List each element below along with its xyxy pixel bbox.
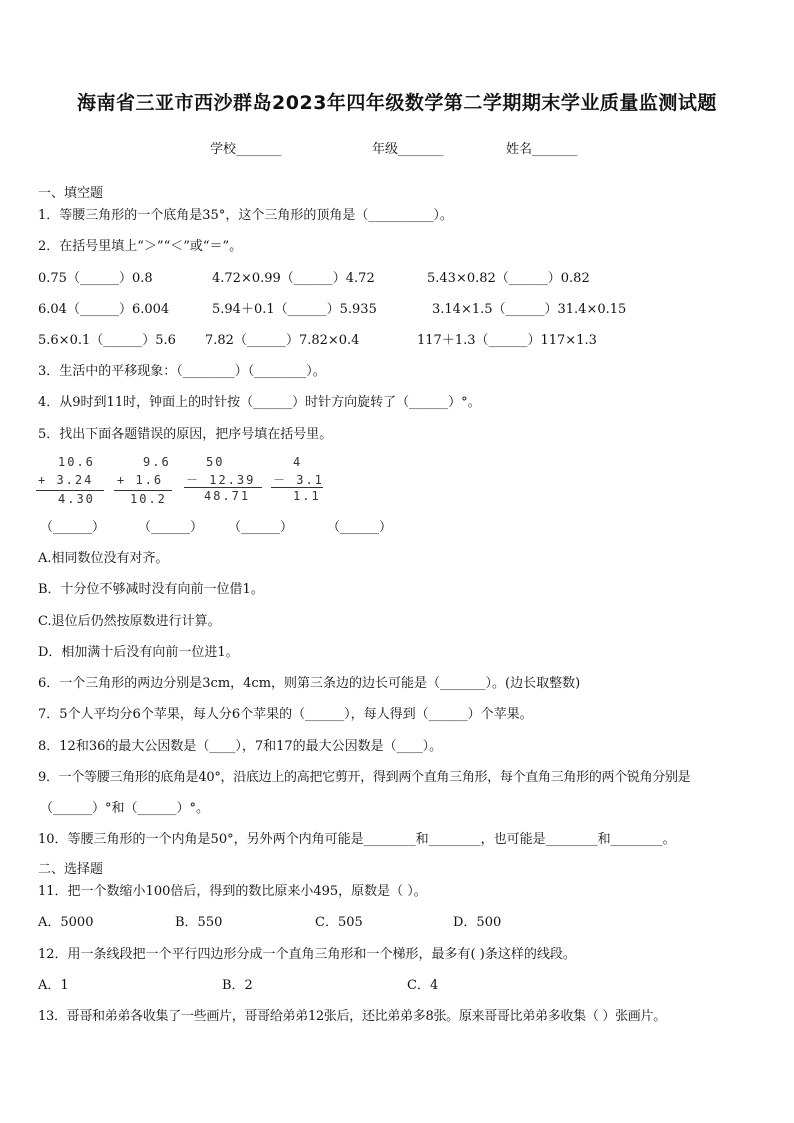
calc-top: 50 [206,455,225,469]
compare-item: 5.43×0.82（______）0.82 [427,271,590,286]
calc-result: 48.71 [204,489,251,503]
page-title: 海南省三亚市西沙群岛2023年四年级数学第二学期期末学业质量监测试题 [77,92,717,114]
answer-blank: （______） [138,520,204,535]
option: A．1 [38,978,69,993]
name-field: 姓名_______ [506,142,578,157]
question-13: 13．哥哥和弟弟各收集了一些画片，哥哥给弟弟12张后，还比弟弟多8张。原来哥哥比弟弟多收集（ ）张画片。 [38,1009,666,1024]
option: B．550 [175,915,223,930]
compare-item: 0.75（______）0.8 [38,271,153,286]
reason-d: D．相加满十后没有向前一位进1。 [38,645,239,660]
compare-item: 3.14×1.5（______）31.4×0.15 [432,302,627,317]
question-6: 6．一个三角形的两边分别是3cm，4cm，则第三条边的边长可能是（_______）。(边长取整数) [38,676,581,691]
calc-result: 4.30 [58,492,95,506]
question-4: 4．从9时到11时，钟面上的时针按（______）时针方向旋转了（______）°。 [38,395,481,410]
question-11: 11．把一个数缩小100倍后，得到的数比原来小495，原数是（ ）。 [38,884,427,899]
question-9-continued: （______）°和（______）°。 [40,801,210,816]
answer-blank: （______） [327,520,393,535]
question-5: 5．找出下面各题错误的原因，把序号填在括号里。 [38,427,333,442]
calc-top: 9.6 [143,455,171,469]
question-9: 9．一个等腰三角形的底角是40°，沿底边上的高把它剪开，得到两个直角三角形，每个直角三角形的两个锐角分别是 [38,770,691,785]
question-7: 7．5个人平均分6个苹果，每人分6个苹果的（______），每人得到（______）个苹果。 [38,707,533,722]
answer-blank: （______） [228,520,294,535]
calc-top: 4 [293,455,303,469]
section-heading-fill: 一、填空题 [38,186,104,201]
compare-item: 4.72×0.99（______）4.72 [212,271,375,286]
option: C．4 [407,978,439,993]
question-3: 3．生活中的平移现象：（________）（________）。 [38,364,326,379]
option: D．500 [453,915,502,930]
calc-result: 10.2 [130,492,167,506]
question-2: 2．在括号里填上“＞”“＜”或“＝”。 [38,239,243,254]
calc-operand: + 1.6 [117,473,164,487]
compare-item: 7.82（______）7.82×0.4 [205,333,360,348]
compare-item: 6.04（______）6.004 [38,302,170,317]
calc-operand: － 3.1 [273,473,324,487]
school-field: 学校_______ [210,142,282,157]
reason-c: C.退位后仍然按原数进行计算。 [38,614,221,629]
question-10: 10．等腰三角形的一个内角是50°，另外两个内角可能是________和________，也可能是________和________。 [38,832,676,847]
section-heading-choice: 二、选择题 [38,862,104,877]
reason-a: A.相同数位没有对齐。 [38,551,169,566]
calc-operand: + 3.24 [38,473,94,487]
question-1: 1．等腰三角形的一个底角是35°，这个三角形的顶角是（__________）。 [38,208,453,223]
reason-b: B．十分位不够减时没有向前一位借1。 [38,582,264,597]
calc-top: 10.6 [58,455,95,469]
compare-item: 5.94＋0.1（______）5.935 [212,302,377,317]
option: C．505 [315,915,363,930]
question-8: 8．12和36的最大公因数是（____），7和17的最大公因数是（____）。 [38,739,443,754]
option: A．5000 [38,915,94,930]
compare-item: 117＋1.3（______）117×1.3 [417,333,597,348]
compare-item: 5.6×0.1（______）5.6 [38,333,176,348]
answer-blank: （______） [40,520,106,535]
calc-operand: － 12.39 [186,473,256,487]
calc-result: 1.1 [293,489,321,503]
question-12: 12．用一条线段把一个平行四边形分成一个直角三角形和一个梯形，最多有( )条这样的线段。 [38,947,576,962]
option: B．2 [222,978,253,993]
grade-field: 年级_______ [372,142,444,157]
